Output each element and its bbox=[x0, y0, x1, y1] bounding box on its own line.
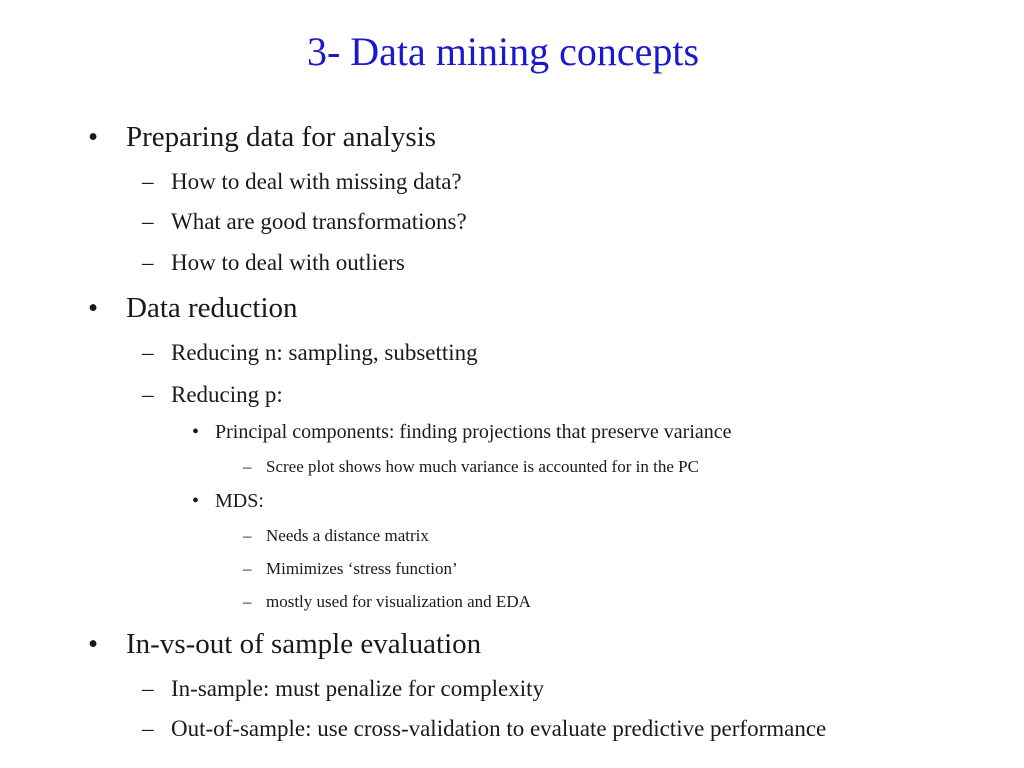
sub-item-reducing-p: Reducing p: bbox=[171, 382, 283, 407]
bullet-marker: • bbox=[88, 121, 99, 153]
dash-marker: – bbox=[142, 382, 154, 407]
dash-marker: – bbox=[142, 676, 154, 701]
detail-item-scree-plot: Scree plot shows how much variance is accounted for in the PC bbox=[266, 457, 699, 476]
dash-marker: – bbox=[243, 592, 252, 611]
bullet-marker: • bbox=[88, 628, 99, 660]
detail-item-stress-function: Mimimizes ‘stress function’ bbox=[266, 559, 458, 578]
detail-item-visualization-eda: mostly used for visualization and EDA bbox=[266, 592, 531, 611]
bullet-marker: • bbox=[192, 490, 200, 512]
bullet-item-in-vs-out: In-vs-out of sample evaluation bbox=[126, 628, 482, 660]
sub-item-outliers: How to deal with outliers bbox=[171, 250, 405, 275]
dash-marker: – bbox=[243, 457, 252, 476]
sub-item-in-sample: In-sample: must penalize for complexity bbox=[171, 676, 544, 701]
dash-marker: – bbox=[243, 526, 252, 545]
sub-item-out-of-sample: Out-of-sample: use cross-validation to evaluate predictive performance bbox=[171, 716, 827, 741]
sub-item-transformations: What are good transformations? bbox=[171, 209, 467, 234]
slide-title: 3- Data mining concepts bbox=[306, 29, 700, 74]
dash-marker: – bbox=[243, 559, 252, 578]
dash-marker: – bbox=[142, 169, 154, 194]
bullet-item-preparing-data: Preparing data for analysis bbox=[126, 121, 437, 153]
sub-item-reducing-n: Reducing n: sampling, subsetting bbox=[171, 340, 478, 365]
bullet-marker: • bbox=[192, 421, 200, 443]
bullet-marker: • bbox=[88, 292, 99, 324]
dash-marker: – bbox=[142, 209, 154, 234]
dash-marker: – bbox=[142, 340, 154, 365]
detail-item-distance-matrix: Needs a distance matrix bbox=[266, 526, 429, 545]
sub-sub-item-mds: MDS: bbox=[215, 490, 264, 512]
dash-marker: – bbox=[142, 716, 154, 741]
sub-item-missing-data: How to deal with missing data? bbox=[171, 169, 462, 194]
dash-marker: – bbox=[142, 250, 154, 275]
sub-sub-item-principal-components: Principal components: finding projections that preserve variance bbox=[215, 421, 732, 443]
bullet-item-data-reduction: Data reduction bbox=[126, 292, 298, 324]
